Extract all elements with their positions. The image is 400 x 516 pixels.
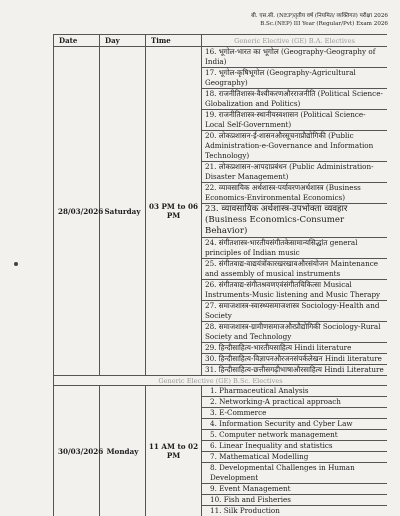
table-row xyxy=(54,386,388,397)
subject-item: 10. Fish and Fisheries xyxy=(202,495,388,506)
subject-item: 9. Event Management xyxy=(202,484,388,495)
session2-day: Monday xyxy=(100,386,146,516)
subject-item: 5. Computer network management xyxy=(202,430,388,441)
margin-dot xyxy=(14,262,18,266)
subject-item: 20. लोकप्रशासन-ई-शासनऔरसूचनाप्रौद्योगिकी (Public Administration-e-Governance and Information Technology) xyxy=(202,131,388,162)
session1-time: 03 PM to 06 PM xyxy=(146,47,202,376)
subject-item: 29. हिन्दीसाहित्य-भारतीयसाहित्य Hindi literature xyxy=(202,343,388,354)
time-column-header: Time xyxy=(146,35,202,47)
date-column-header: Date xyxy=(54,35,100,47)
subject-item: 24. संगीतशास्त्र-भारतीयसंगीतकेसामान्यसिद्धांत general principles of Indian music xyxy=(202,238,388,259)
exam-schedule-table xyxy=(53,34,387,516)
subject-item: 17. भूगोल-कृषिभूगोल (Geography-Agricultural Geography) xyxy=(202,68,388,89)
section2-title: Generic Elective (GE) B.Sc. Electives xyxy=(54,376,388,386)
header-hindi: बी. एस.सी. (NEP)तृतीय वर्ष (नियमित/ व्यक्तिगत) परीक्षा 2026 xyxy=(251,13,388,19)
session1-day: Saturday xyxy=(100,47,146,376)
subject-item: 4. Information Security and Cyber Law xyxy=(202,419,388,430)
subject-item: 16. भूगोल-भारत का भूगोल (Geography-Geography of India) xyxy=(202,47,388,68)
day-column-header: Day xyxy=(100,35,146,47)
subject-item: 2. Networking-A practical approach xyxy=(202,397,388,408)
subject-item: 27. समाजशास्त्र-स्वास्थ्यसमाजशास्त्र Sociology-Health and Society xyxy=(202,301,388,322)
exam-header xyxy=(251,12,388,28)
session1-date: 28/03/2026 xyxy=(54,47,100,376)
subject-item: 6. Linear Inequality and statistics xyxy=(202,441,388,452)
subject-item: 8. Developmental Challenges in Human Development xyxy=(202,463,388,484)
subject-item: 25. संगीतवाद्य-वाद्ययंत्रोंकारखरखावऔरसंयोजन Maintenance and assembly of musical instruments xyxy=(202,259,388,280)
subject-item: 7. Mathematical Modelling xyxy=(202,452,388,463)
subject-item: 1. Pharmaceutical Analysis xyxy=(202,386,388,397)
subject-item: 21. लोकप्रशासन-आपदाप्रबंधन (Public Administration-Disaster Management) xyxy=(202,162,388,183)
subject-item: 23. व्यावसायिक अर्थशास्त्र-उपभोक्ता व्यवहार (Business Economics-Consumer Behavior) xyxy=(202,204,388,238)
session2-date: 30/03/2026 xyxy=(54,386,100,516)
subject-item: 26. संगीतवाद्य-संगीतश्रवणएवंसंगीतचिकित्सा Musical Instruments-Music listening and Music Therapy xyxy=(202,280,388,301)
subject-item: 18. राजनीतिशास्त्र-वैश्वीकरणऔरराजनीति (Political Science-Globalization and Politics) xyxy=(202,89,388,110)
subject-item: 31. हिन्दीसाहित्य-छत्तीसगढ़ीभाषाऔरसाहित्य Hindi Literature xyxy=(202,365,388,376)
section-title-row xyxy=(54,376,388,386)
subject-item: 22. व्यावसायिक अर्थशास्त्र-पर्यावरणअर्थशास्त्र (Business Economics-Environmental Economics) xyxy=(202,183,388,204)
subject-item: 28. समाजशास्त्र-ग्रामीणसमाजऔरप्रौद्योगिकी Sociology-Rural Society and Technology xyxy=(202,322,388,343)
table-header-row xyxy=(54,35,388,47)
subject-item: 11. Silk Production xyxy=(202,506,388,516)
schedule-sheet xyxy=(53,34,387,516)
session2-time: 11 AM to 02 PM xyxy=(146,386,202,516)
table-row xyxy=(54,47,388,68)
subject-item: 19. राजनीतिशास्त्र-स्थानीयस्वशासन (Political Science-Local Self-Government) xyxy=(202,110,388,131)
header-english: B.Sc.(NEP) III Year (Regular/Pvt) Exam 2026 xyxy=(260,21,388,27)
subject-item: 30. हिन्दीसाहित्य-विज्ञापनऔरजनसंपर्कलेखन Hindi literature xyxy=(202,354,388,365)
subject-column-header: Generic Elective (GE) B.A. Electives xyxy=(202,35,388,47)
subject-item: 3. E-Commerce xyxy=(202,408,388,419)
